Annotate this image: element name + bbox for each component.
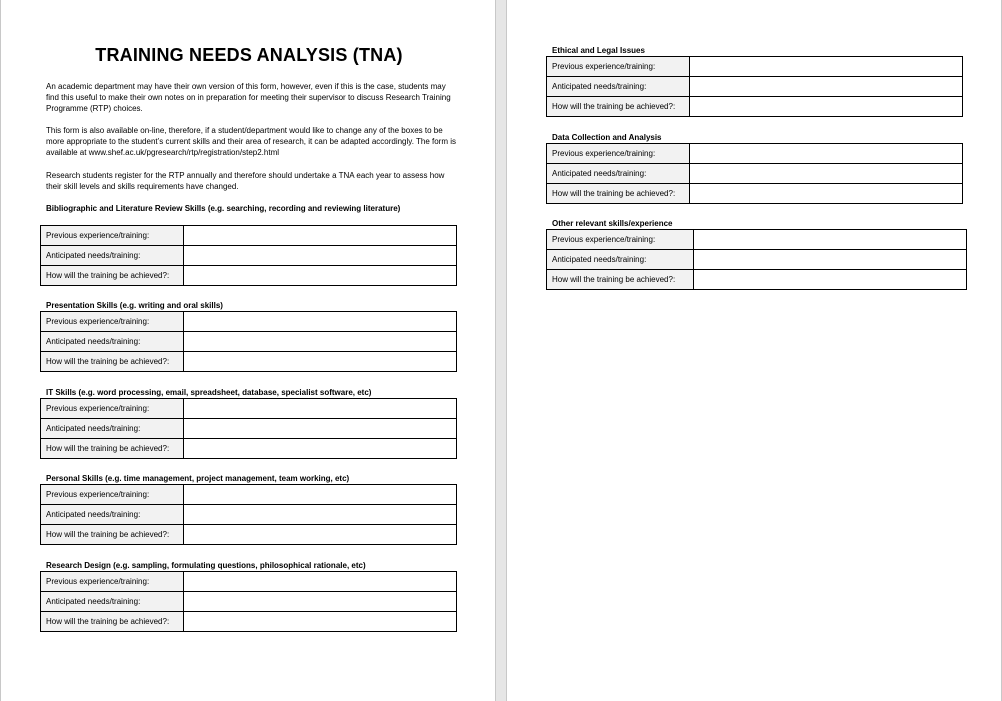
anticipated-needs-field[interactable] bbox=[690, 164, 963, 184]
row-label-previous: Previous experience/training: bbox=[41, 399, 184, 419]
row-label-anticipated: Anticipated needs/training: bbox=[41, 419, 184, 439]
section-heading-data-collection: Data Collection and Analysis bbox=[552, 133, 662, 142]
table-row bbox=[41, 419, 457, 439]
previous-experience-field[interactable] bbox=[184, 485, 457, 505]
section-table-ethical-legal bbox=[546, 56, 963, 117]
table-row bbox=[41, 246, 457, 266]
previous-experience-field[interactable] bbox=[690, 57, 963, 77]
row-label-how: How will the training be achieved?: bbox=[41, 266, 184, 286]
table-row bbox=[41, 439, 457, 459]
anticipated-needs-field[interactable] bbox=[184, 332, 457, 352]
table-row bbox=[547, 230, 967, 250]
previous-experience-field[interactable] bbox=[694, 230, 967, 250]
section-table-it-skills bbox=[40, 398, 457, 459]
anticipated-needs-field[interactable] bbox=[184, 246, 457, 266]
row-label-anticipated: Anticipated needs/training: bbox=[547, 164, 690, 184]
row-label-how: How will the training be achieved?: bbox=[41, 525, 184, 545]
table-row bbox=[41, 612, 457, 632]
table-row bbox=[547, 57, 963, 77]
table-row bbox=[41, 592, 457, 612]
document-title: TRAINING NEEDS ANALYSIS (TNA) bbox=[95, 45, 403, 65]
row-label-anticipated: Anticipated needs/training: bbox=[41, 592, 184, 612]
how-achieved-field[interactable] bbox=[184, 612, 457, 632]
row-label-anticipated: Anticipated needs/training: bbox=[41, 246, 184, 266]
previous-experience-field[interactable] bbox=[184, 226, 457, 246]
row-label-previous: Previous experience/training: bbox=[41, 312, 184, 332]
row-label-anticipated: Anticipated needs/training: bbox=[547, 250, 694, 270]
how-achieved-field[interactable] bbox=[184, 525, 457, 545]
section-heading-bibliographic: Bibliographic and Literature Review Skills (e.g. searching, recording and reviewing literature) bbox=[46, 204, 401, 213]
intro-paragraph-1: An academic department may have their own version of this form, however, even if this is the case, students may find this useful to make their own notes on in preparation for meeting their supervisor to discuss Research Training Programme (RTP) choices. bbox=[46, 82, 451, 113]
table-row bbox=[41, 572, 457, 592]
row-label-previous: Previous experience/training: bbox=[547, 230, 694, 250]
row-label-previous: Previous experience/training: bbox=[547, 144, 690, 164]
section-table-other-skills bbox=[546, 229, 967, 290]
table-row bbox=[547, 144, 963, 164]
page-1 bbox=[0, 0, 496, 701]
section-table-data-collection bbox=[546, 143, 963, 204]
page-2 bbox=[506, 0, 1002, 701]
table-row bbox=[41, 505, 457, 525]
how-achieved-field[interactable] bbox=[184, 352, 457, 372]
row-label-previous: Previous experience/training: bbox=[41, 485, 184, 505]
table-row bbox=[41, 332, 457, 352]
intro-paragraph-3: Research students register for the RTP annually and therefore should undertake a TNA each year to assess how their skill levels and skills requirements have changed. bbox=[46, 171, 445, 191]
table-row bbox=[41, 226, 457, 246]
row-label-previous: Previous experience/training: bbox=[41, 226, 184, 246]
previous-experience-field[interactable] bbox=[184, 312, 457, 332]
previous-experience-field[interactable] bbox=[690, 144, 963, 164]
anticipated-needs-field[interactable] bbox=[184, 419, 457, 439]
section-table-bibliographic bbox=[40, 225, 457, 286]
section-table-presentation bbox=[40, 311, 457, 372]
row-label-anticipated: Anticipated needs/training: bbox=[41, 332, 184, 352]
table-row bbox=[41, 352, 457, 372]
table-row bbox=[547, 77, 963, 97]
table-row bbox=[547, 164, 963, 184]
how-achieved-field[interactable] bbox=[690, 97, 963, 117]
anticipated-needs-field[interactable] bbox=[690, 77, 963, 97]
anticipated-needs-field[interactable] bbox=[184, 505, 457, 525]
table-row bbox=[41, 312, 457, 332]
anticipated-needs-field[interactable] bbox=[694, 250, 967, 270]
previous-experience-field[interactable] bbox=[184, 572, 457, 592]
section-heading-presentation: Presentation Skills (e.g. writing and oral skills) bbox=[46, 301, 223, 310]
how-achieved-field[interactable] bbox=[184, 439, 457, 459]
row-label-how: How will the training be achieved?: bbox=[547, 184, 690, 204]
anticipated-needs-field[interactable] bbox=[184, 592, 457, 612]
table-row bbox=[41, 399, 457, 419]
row-label-previous: Previous experience/training: bbox=[547, 57, 690, 77]
row-label-previous: Previous experience/training: bbox=[41, 572, 184, 592]
how-achieved-field[interactable] bbox=[690, 184, 963, 204]
row-label-how: How will the training be achieved?: bbox=[41, 439, 184, 459]
row-label-anticipated: Anticipated needs/training: bbox=[547, 77, 690, 97]
table-row bbox=[547, 184, 963, 204]
intro-paragraph-2: This form is also available on-line, therefore, if a student/department would like to change any of the boxes to be more appropriate to the student’s current skills and their area of research, it can be adapted accordingly. The form is available at www.shef.ac.uk/pgresearch/rtp/registration/step2.html bbox=[46, 126, 456, 157]
row-label-how: How will the training be achieved?: bbox=[547, 270, 694, 290]
section-table-personal-skills bbox=[40, 484, 457, 545]
section-heading-personal-skills: Personal Skills (e.g. time management, project management, team working, etc) bbox=[46, 474, 350, 483]
section-heading-ethical-legal: Ethical and Legal Issues bbox=[552, 46, 645, 55]
section-heading-other-skills: Other relevant skills/experience bbox=[552, 219, 673, 228]
section-table-research-design bbox=[40, 571, 457, 632]
row-label-how: How will the training be achieved?: bbox=[547, 97, 690, 117]
table-row bbox=[41, 525, 457, 545]
table-row bbox=[41, 266, 457, 286]
table-row bbox=[547, 97, 963, 117]
row-label-how: How will the training be achieved?: bbox=[41, 352, 184, 372]
how-achieved-field[interactable] bbox=[694, 270, 967, 290]
row-label-anticipated: Anticipated needs/training: bbox=[41, 505, 184, 525]
table-row bbox=[547, 250, 967, 270]
section-heading-research-design: Research Design (e.g. sampling, formulating questions, philosophical rationale, etc) bbox=[46, 561, 366, 570]
section-heading-it-skills: IT Skills (e.g. word processing, email, spreadsheet, database, specialist software, etc) bbox=[46, 388, 372, 397]
table-row bbox=[547, 270, 967, 290]
row-label-how: How will the training be achieved?: bbox=[41, 612, 184, 632]
how-achieved-field[interactable] bbox=[184, 266, 457, 286]
table-row bbox=[41, 485, 457, 505]
previous-experience-field[interactable] bbox=[184, 399, 457, 419]
